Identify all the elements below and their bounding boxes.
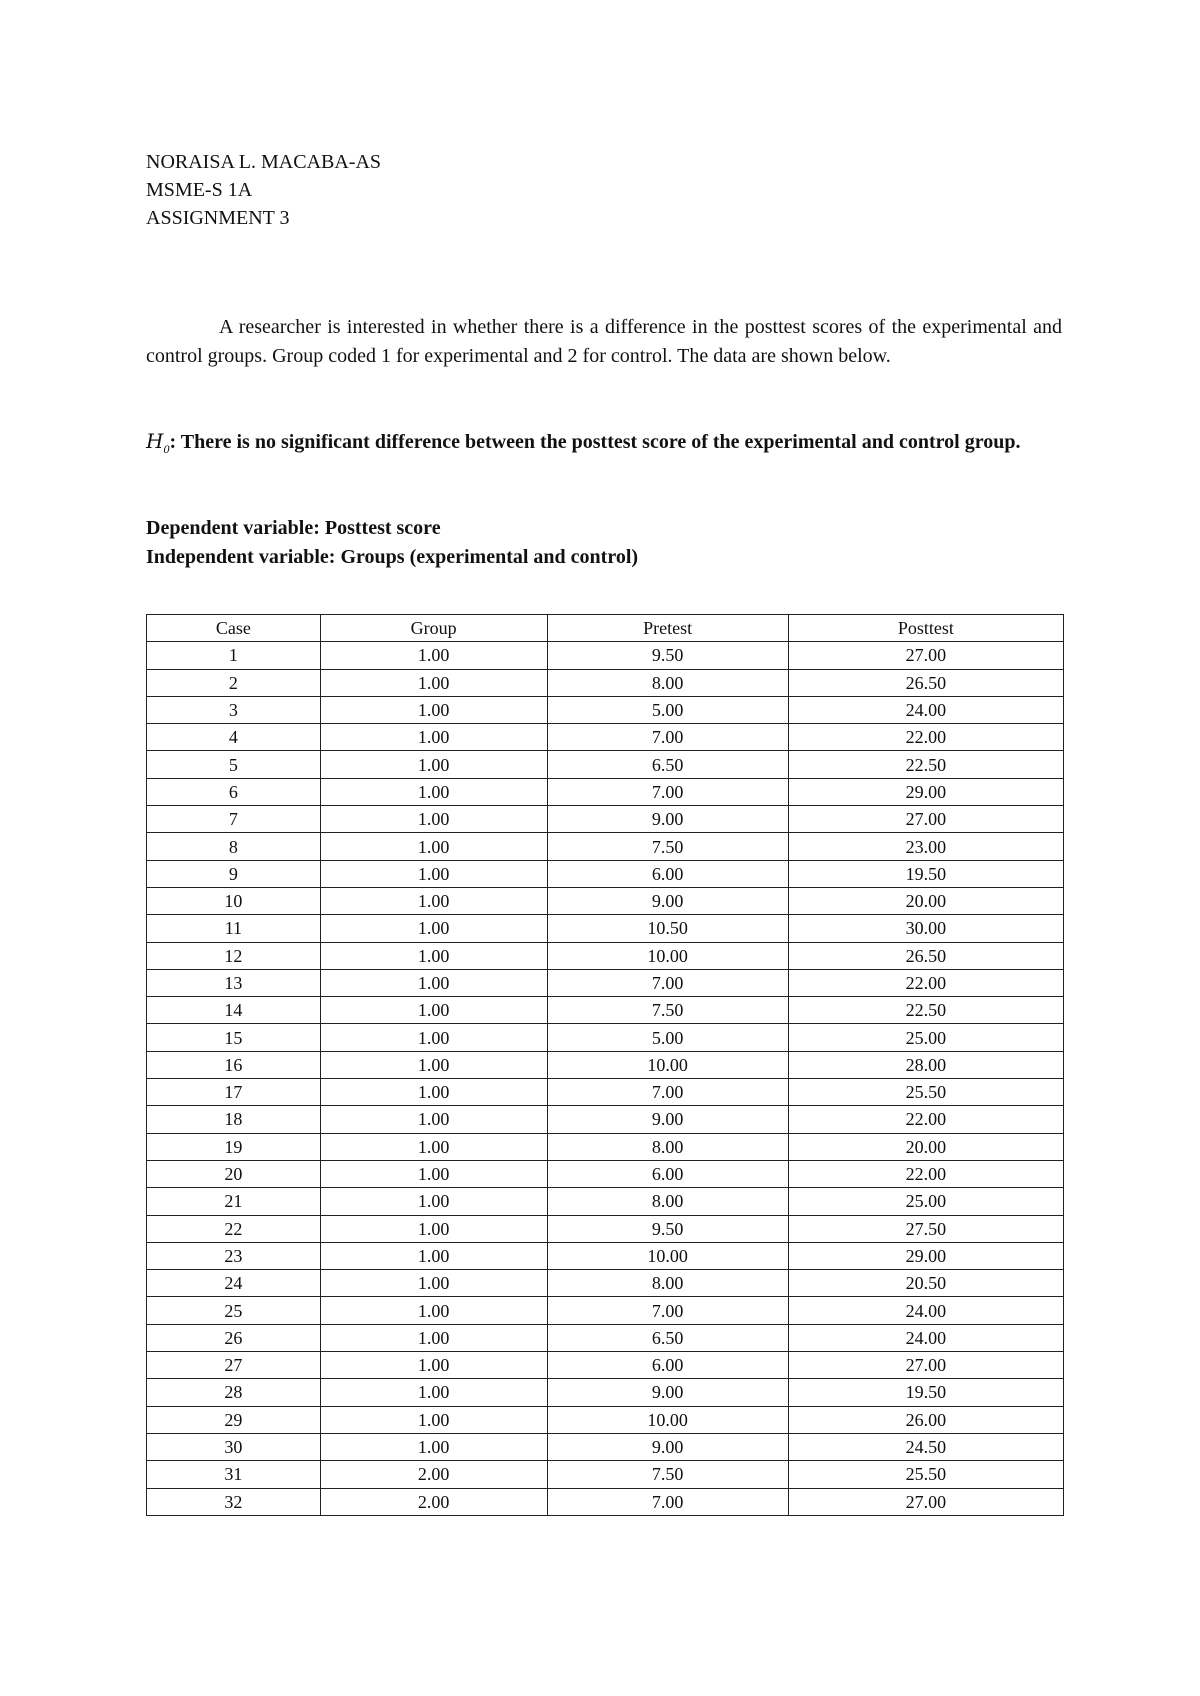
cell-case: 19	[147, 1133, 321, 1160]
cell-pretest: 10.00	[547, 1406, 788, 1433]
cell-pretest: 9.00	[547, 887, 788, 914]
table-row	[147, 724, 1064, 751]
cell-case: 9	[147, 860, 321, 887]
table-row	[147, 1215, 1064, 1242]
cell-pretest: 9.00	[547, 1433, 788, 1460]
cell-posttest: 24.50	[788, 1433, 1063, 1460]
cell-pretest: 10.00	[547, 1242, 788, 1269]
course-code: MSME-S 1A	[146, 179, 253, 201]
cell-pretest: 8.00	[547, 1188, 788, 1215]
cell-group: 1.00	[320, 778, 547, 805]
author-name: NORAISA L. MACABA-AS	[146, 151, 382, 173]
cell-case: 14	[147, 997, 321, 1024]
cell-pretest: 7.50	[547, 997, 788, 1024]
table-row	[147, 642, 1064, 669]
table-row	[147, 1352, 1064, 1379]
cell-pretest: 7.00	[547, 778, 788, 805]
independent-variable: Independent variable: Groups (experimental and control)	[146, 545, 639, 568]
cell-pretest: 5.00	[547, 696, 788, 723]
table-row	[147, 1242, 1064, 1269]
cell-posttest: 27.00	[788, 642, 1063, 669]
cell-case: 7	[147, 806, 321, 833]
cell-case: 6	[147, 778, 321, 805]
cell-case: 21	[147, 1188, 321, 1215]
cell-group: 1.00	[320, 806, 547, 833]
cell-case: 2	[147, 669, 321, 696]
cell-pretest: 5.00	[547, 1024, 788, 1051]
cell-case: 13	[147, 969, 321, 996]
cell-pretest: 8.00	[547, 1270, 788, 1297]
cell-posttest: 19.50	[788, 1379, 1063, 1406]
data-table	[146, 614, 1064, 1516]
cell-posttest: 22.00	[788, 969, 1063, 996]
table-row	[147, 997, 1064, 1024]
table-row	[147, 1379, 1064, 1406]
cell-pretest: 9.00	[547, 1379, 788, 1406]
cell-case: 10	[147, 887, 321, 914]
table-row	[147, 942, 1064, 969]
cell-case: 23	[147, 1242, 321, 1269]
cell-case: 5	[147, 751, 321, 778]
hypothesis-subscript: 0	[163, 442, 170, 456]
table-row	[147, 806, 1064, 833]
cell-posttest: 29.00	[788, 1242, 1063, 1269]
cell-posttest: 28.00	[788, 1051, 1063, 1078]
cell-posttest: 24.00	[788, 1297, 1063, 1324]
cell-group: 1.00	[320, 833, 547, 860]
cell-posttest: 25.50	[788, 1461, 1063, 1488]
table-row	[147, 860, 1064, 887]
cell-group: 1.00	[320, 751, 547, 778]
table-row	[147, 1297, 1064, 1324]
column-header-case: Case	[147, 615, 321, 642]
cell-group: 1.00	[320, 1242, 547, 1269]
cell-group: 1.00	[320, 1133, 547, 1160]
cell-pretest: 10.00	[547, 1051, 788, 1078]
table-row	[147, 1433, 1064, 1460]
table-row	[147, 1461, 1064, 1488]
cell-pretest: 10.50	[547, 915, 788, 942]
cell-case: 27	[147, 1352, 321, 1379]
cell-posttest: 27.00	[788, 806, 1063, 833]
cell-posttest: 26.00	[788, 1406, 1063, 1433]
cell-pretest: 10.00	[547, 942, 788, 969]
table-row	[147, 1051, 1064, 1078]
cell-pretest: 6.00	[547, 1160, 788, 1187]
cell-pretest: 7.00	[547, 724, 788, 751]
cell-case: 20	[147, 1160, 321, 1187]
cell-case: 4	[147, 724, 321, 751]
cell-group: 1.00	[320, 942, 547, 969]
cell-case: 26	[147, 1324, 321, 1351]
cell-group: 2.00	[320, 1461, 547, 1488]
cell-posttest: 24.00	[788, 1324, 1063, 1351]
hypothesis-text: : There is no significant difference between the posttest score of the experimental and control group.	[169, 431, 1021, 453]
cell-posttest: 29.00	[788, 778, 1063, 805]
table-row	[147, 778, 1064, 805]
cell-case: 29	[147, 1406, 321, 1433]
cell-pretest: 6.50	[547, 751, 788, 778]
cell-posttest: 26.50	[788, 669, 1063, 696]
cell-group: 1.00	[320, 1352, 547, 1379]
table-row	[147, 915, 1064, 942]
table-header-row	[147, 615, 1064, 642]
hypothesis-symbol: H	[146, 429, 164, 453]
cell-group: 1.00	[320, 969, 547, 996]
table-row	[147, 1106, 1064, 1133]
cell-group: 1.00	[320, 1160, 547, 1187]
table-row	[147, 696, 1064, 723]
cell-group: 1.00	[320, 997, 547, 1024]
cell-case: 28	[147, 1379, 321, 1406]
cell-group: 1.00	[320, 1324, 547, 1351]
cell-group: 1.00	[320, 1270, 547, 1297]
cell-group: 1.00	[320, 1215, 547, 1242]
cell-group: 1.00	[320, 915, 547, 942]
table-row	[147, 887, 1064, 914]
variables	[146, 514, 638, 571]
cell-posttest: 20.50	[788, 1270, 1063, 1297]
table-row	[147, 1406, 1064, 1433]
cell-posttest: 25.50	[788, 1079, 1063, 1106]
cell-group: 1.00	[320, 860, 547, 887]
table-row	[147, 1079, 1064, 1106]
cell-case: 11	[147, 915, 321, 942]
cell-pretest: 9.00	[547, 806, 788, 833]
cell-posttest: 22.00	[788, 1106, 1063, 1133]
cell-case: 3	[147, 696, 321, 723]
cell-case: 12	[147, 942, 321, 969]
table-row	[147, 969, 1064, 996]
cell-group: 1.00	[320, 669, 547, 696]
cell-case: 32	[147, 1488, 321, 1515]
cell-group: 1.00	[320, 1079, 547, 1106]
cell-posttest: 30.00	[788, 915, 1063, 942]
table-row	[147, 1160, 1064, 1187]
cell-posttest: 22.50	[788, 997, 1063, 1024]
cell-group: 1.00	[320, 1406, 547, 1433]
cell-pretest: 7.50	[547, 1461, 788, 1488]
cell-group: 1.00	[320, 1379, 547, 1406]
null-hypothesis	[146, 427, 1062, 464]
cell-case: 31	[147, 1461, 321, 1488]
cell-posttest: 27.50	[788, 1215, 1063, 1242]
cell-pretest: 7.50	[547, 833, 788, 860]
cell-posttest: 27.00	[788, 1352, 1063, 1379]
cell-posttest: 20.00	[788, 1133, 1063, 1160]
cell-pretest: 7.00	[547, 1488, 788, 1515]
cell-group: 1.00	[320, 1433, 547, 1460]
cell-group: 1.00	[320, 1051, 547, 1078]
cell-posttest: 26.50	[788, 942, 1063, 969]
table-row	[147, 1324, 1064, 1351]
table-row	[147, 1188, 1064, 1215]
table-row	[147, 751, 1064, 778]
dependent-variable: Dependent variable: Posttest score	[146, 517, 441, 539]
cell-posttest: 25.00	[788, 1188, 1063, 1215]
table-row	[147, 669, 1064, 696]
assignment-title: ASSIGNMENT 3	[146, 207, 290, 229]
table-row	[147, 1270, 1064, 1297]
cell-group: 1.00	[320, 642, 547, 669]
cell-group: 1.00	[320, 1188, 547, 1215]
cell-group: 1.00	[320, 887, 547, 914]
cell-case: 15	[147, 1024, 321, 1051]
column-header-pretest: Pretest	[547, 615, 788, 642]
cell-case: 18	[147, 1106, 321, 1133]
problem-text: A researcher is interested in whether there is a difference in the posttest scores of the experimental and control groups. Group coded 1 for experimental and 2 for control. The data are shown below.	[146, 316, 1062, 367]
cell-posttest: 22.50	[788, 751, 1063, 778]
cell-case: 30	[147, 1433, 321, 1460]
cell-group: 1.00	[320, 1297, 547, 1324]
cell-pretest: 7.00	[547, 969, 788, 996]
cell-posttest: 23.00	[788, 833, 1063, 860]
column-header-posttest: Posttest	[788, 615, 1063, 642]
cell-pretest: 6.00	[547, 1352, 788, 1379]
table-row	[147, 1024, 1064, 1051]
cell-posttest: 20.00	[788, 887, 1063, 914]
cell-case: 1	[147, 642, 321, 669]
cell-pretest: 9.00	[547, 1106, 788, 1133]
cell-pretest: 6.00	[547, 860, 788, 887]
cell-group: 1.00	[320, 696, 547, 723]
cell-case: 17	[147, 1079, 321, 1106]
cell-pretest: 9.50	[547, 1215, 788, 1242]
cell-pretest: 7.00	[547, 1079, 788, 1106]
cell-posttest: 22.00	[788, 1160, 1063, 1187]
column-header-group: Group	[320, 615, 547, 642]
table-row	[147, 1488, 1064, 1515]
table-row	[147, 1133, 1064, 1160]
cell-case: 25	[147, 1297, 321, 1324]
cell-case: 22	[147, 1215, 321, 1242]
table-row	[147, 833, 1064, 860]
cell-posttest: 27.00	[788, 1488, 1063, 1515]
cell-posttest: 19.50	[788, 860, 1063, 887]
cell-group: 1.00	[320, 724, 547, 751]
cell-case: 8	[147, 833, 321, 860]
cell-case: 24	[147, 1270, 321, 1297]
cell-case: 16	[147, 1051, 321, 1078]
problem-statement	[146, 313, 1062, 370]
cell-pretest: 6.50	[547, 1324, 788, 1351]
cell-pretest: 9.50	[547, 642, 788, 669]
cell-group: 1.00	[320, 1106, 547, 1133]
cell-posttest: 24.00	[788, 696, 1063, 723]
cell-pretest: 8.00	[547, 669, 788, 696]
cell-posttest: 22.00	[788, 724, 1063, 751]
cell-pretest: 7.00	[547, 1297, 788, 1324]
cell-group: 2.00	[320, 1488, 547, 1515]
cell-group: 1.00	[320, 1024, 547, 1051]
cell-posttest: 25.00	[788, 1024, 1063, 1051]
cell-pretest: 8.00	[547, 1133, 788, 1160]
